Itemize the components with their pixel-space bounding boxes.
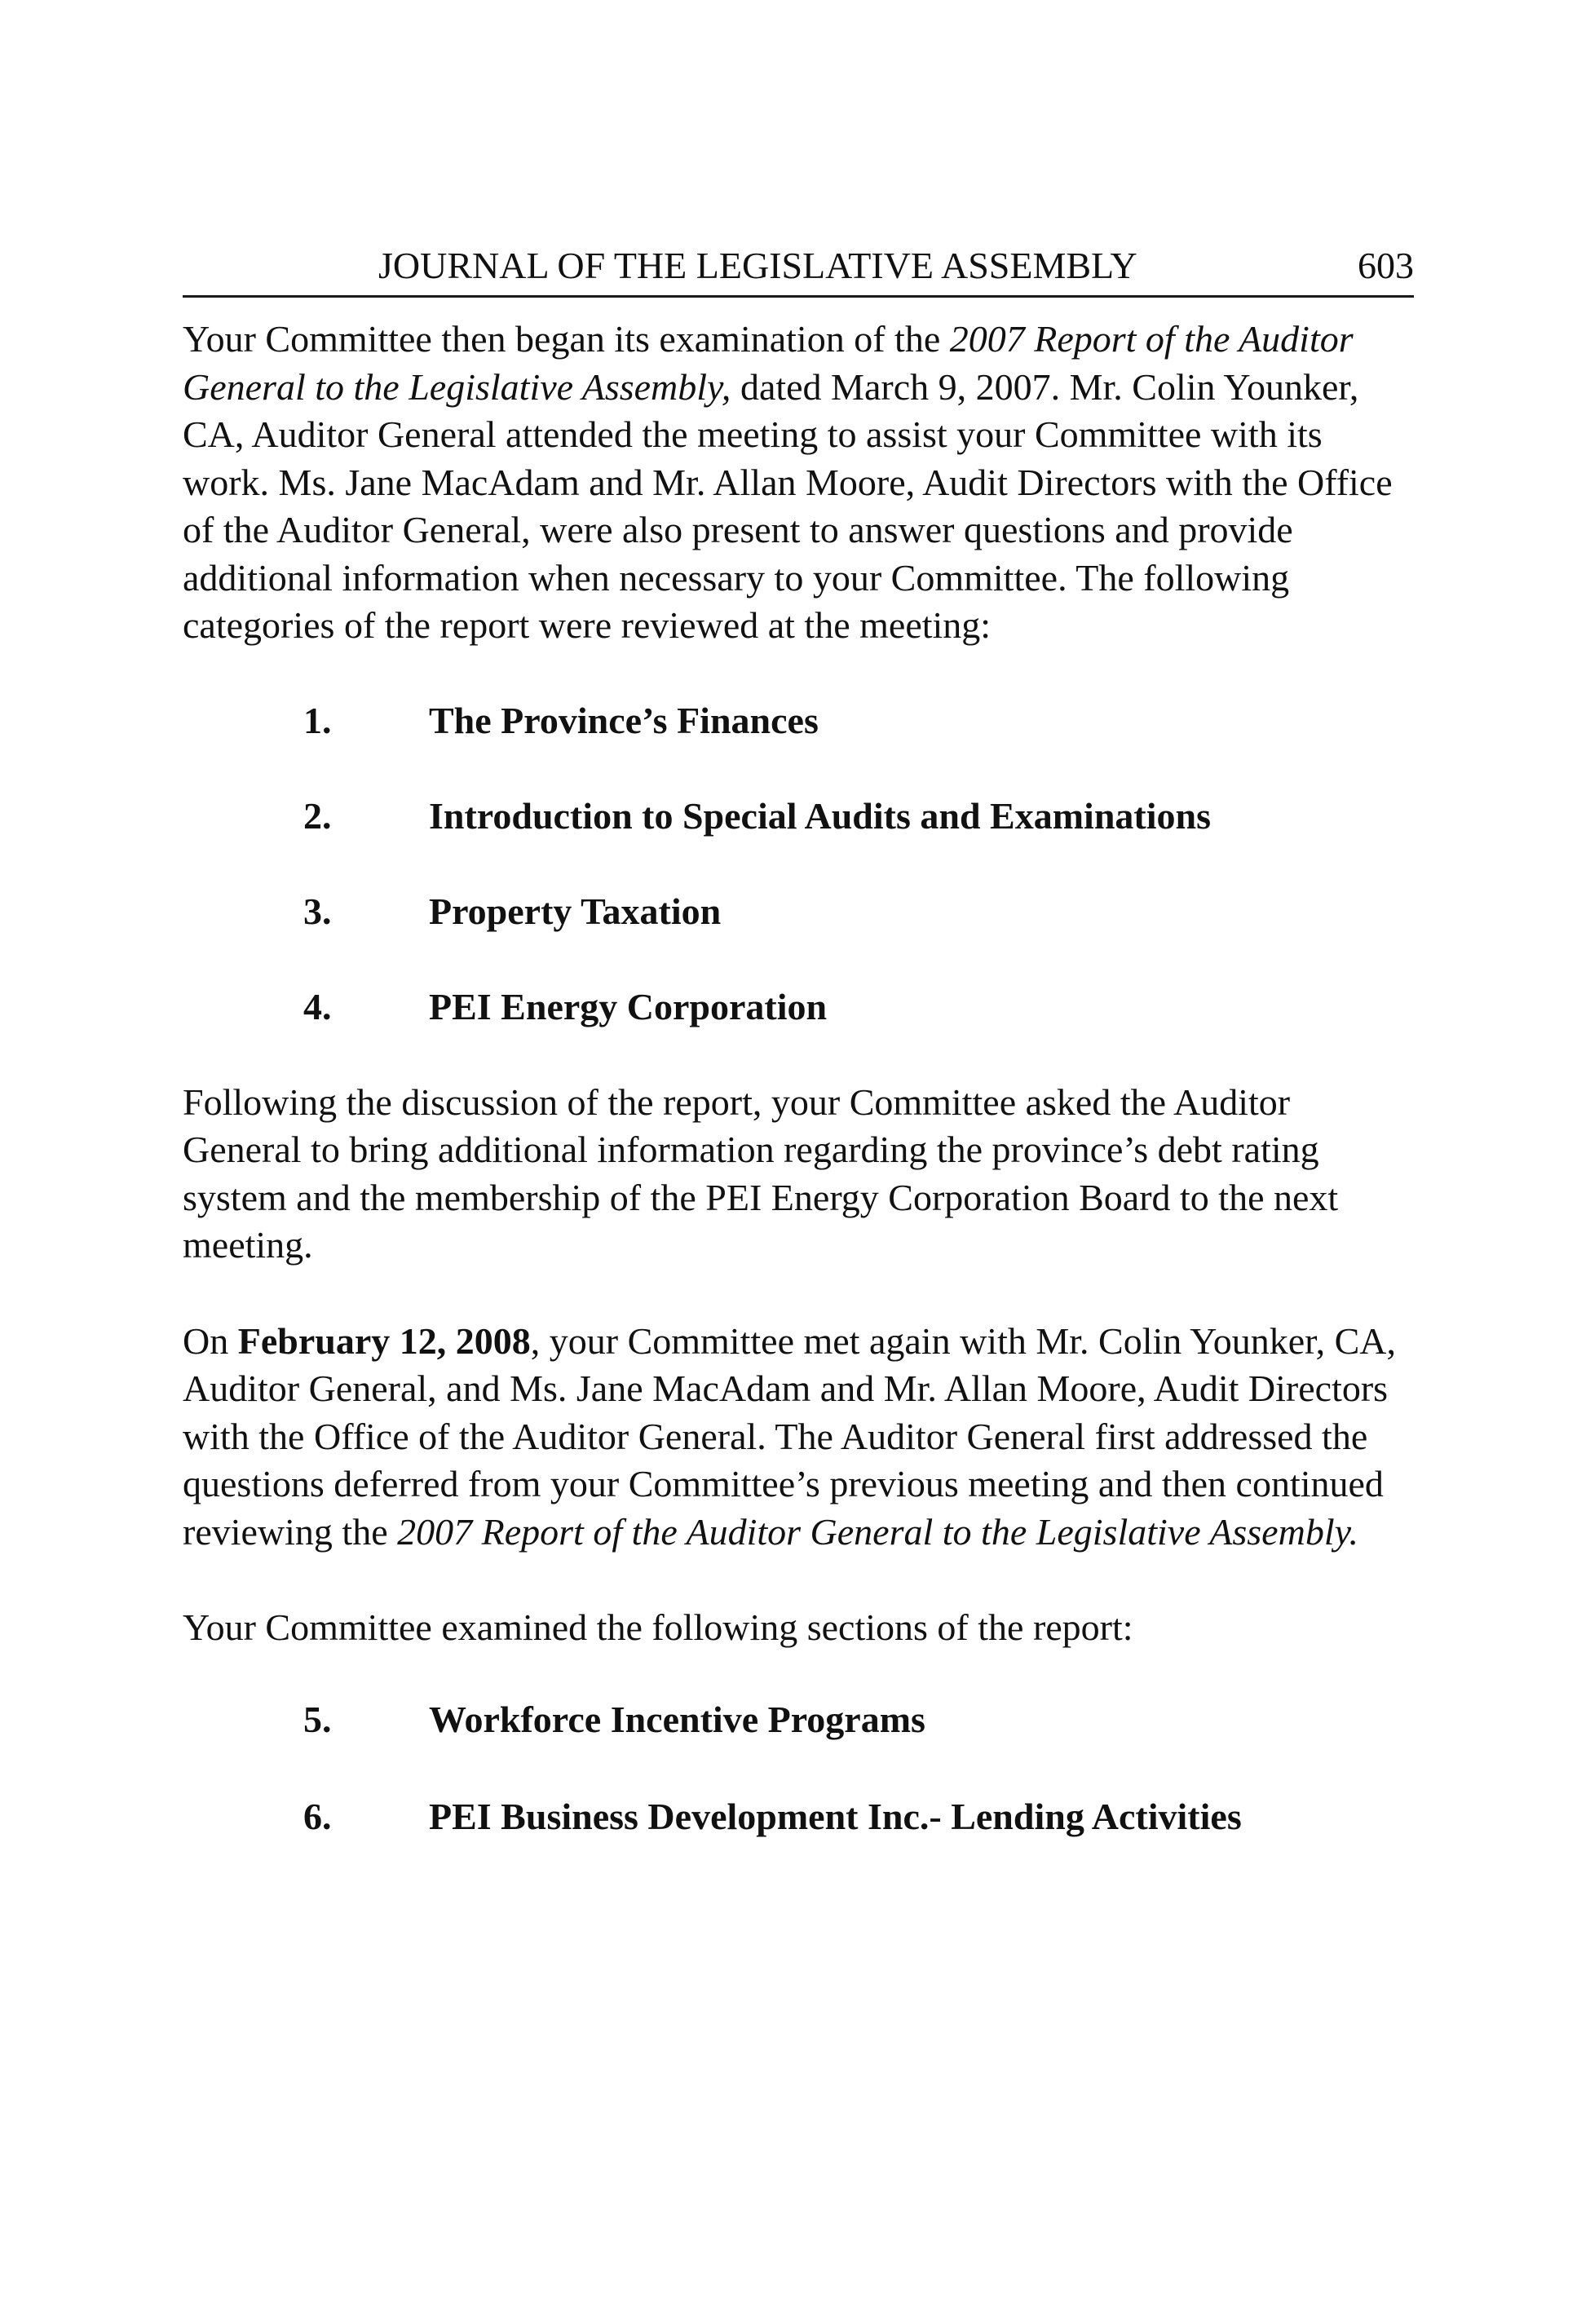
examined-sections-list	[183, 1696, 1414, 1840]
list-item	[183, 793, 1414, 840]
list-item	[183, 1696, 1414, 1743]
list-item-label: The Province’s Finances	[429, 699, 819, 741]
list-item	[183, 888, 1414, 935]
paragraph-examination	[183, 316, 1414, 650]
meeting-date: February 12, 2008	[237, 1319, 531, 1362]
list-item-number: 1.	[303, 699, 332, 741]
list-item-number: 4.	[303, 985, 332, 1027]
journal-page	[183, 236, 1414, 1840]
list-item-label: Property Taxation	[429, 890, 722, 932]
list-item	[183, 1793, 1414, 1840]
list-item	[183, 983, 1414, 1031]
paragraph-following-discussion: Following the discussion of the report, your Committee asked the Auditor General to bring additional information regarding the province’s debt rating system and the membership of the PEI Energy Corporation Board to the next meeting.	[183, 1080, 1339, 1266]
paragraph-text: Your Committee then began its examination of the	[183, 318, 950, 360]
running-header	[183, 236, 1414, 298]
list-item-label: Introduction to Special Audits and Examinations	[429, 794, 1211, 837]
paragraph-text: dated March 9, 2007. Mr. Colin Younker, CA, Auditor General attended the meeting to assist your Committee with its work. Ms. Jane MacAdam and Mr. Allan Moore, Audit Directors with the Office of the Auditor General, were also present to answer questions and provide additional information when necessary to your Committee. The following categories of the report were reviewed at the meeting:	[183, 365, 1393, 646]
list-item-number: 3.	[303, 890, 332, 932]
list-item-number: 6.	[303, 1795, 332, 1837]
list-item-label: PEI Energy Corporation	[429, 985, 828, 1027]
paragraph-text: , your Committee met again with Mr. Colin Younker, CA, Auditor General, and Ms. Jane MacAdam and Mr. Allan Moore, Audit Directors with the Office of the Auditor General. The Auditor General first addressed the questions deferred from your Committee’s previous meeting and then continued reviewing the	[183, 1319, 1396, 1553]
page-number: 603	[1358, 245, 1414, 286]
list-item-label: Workforce Incentive Programs	[429, 1698, 925, 1740]
journal-title: JOURNAL OF THE LEGISLATIVE ASSEMBLY	[378, 245, 1137, 286]
report-title: 2007 Report of the Auditor General to the Legislative Assembly.	[397, 1510, 1358, 1553]
list-item-number: 5.	[303, 1698, 332, 1740]
list-item	[183, 697, 1414, 744]
paragraph-text: On	[183, 1319, 238, 1362]
paragraph-sections-examined: Your Committee examined the following sections of the report:	[183, 1606, 1133, 1648]
paragraph-second-meeting	[183, 1318, 1414, 1557]
reviewed-categories-list	[183, 697, 1414, 1031]
list-item-number: 2.	[303, 794, 332, 837]
list-item-label: PEI Business Development Inc.- Lending Activities	[429, 1795, 1242, 1837]
report-title: 2007 Report of the Auditor General to the Legislative Assembly,	[183, 318, 1354, 408]
